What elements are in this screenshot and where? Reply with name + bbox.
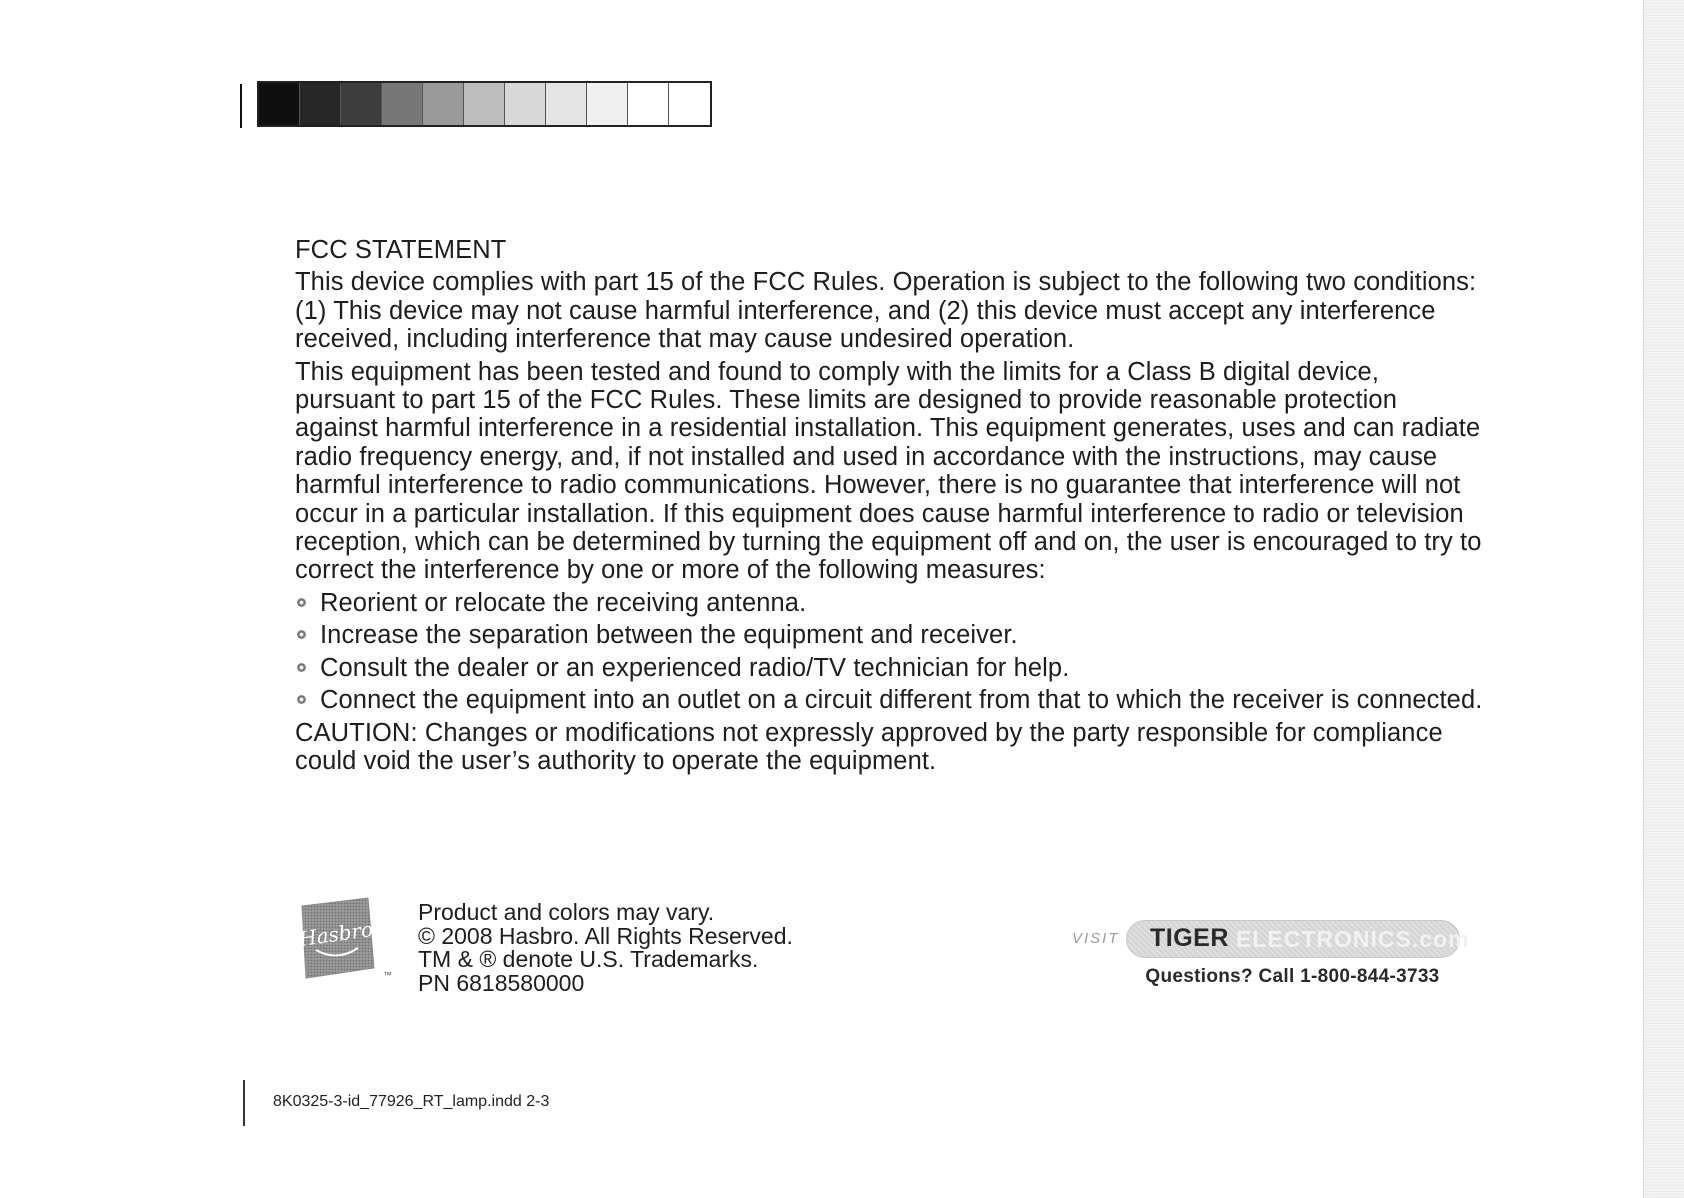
visit-label: VISIT (1072, 930, 1120, 947)
gray-swatch-2 (300, 83, 341, 125)
bullet-icon (297, 598, 306, 607)
gray-swatch-7 (505, 83, 546, 125)
gray-swatch-8 (546, 83, 587, 125)
file-slug: 8K0325-3-id_77926_RT_lamp.indd 2-3 (273, 1093, 550, 1110)
measure-text: Consult the dealer or an experienced radio/TV technician for help. (320, 653, 1070, 682)
list-item (295, 621, 1485, 649)
registration-mark (240, 84, 242, 128)
support-phone: Questions? Call 1-800-844-3733 (1145, 966, 1440, 987)
legal-line-1: Product and colors may vary. (418, 899, 715, 925)
legal-notice (418, 901, 793, 995)
list-item (295, 589, 1485, 617)
measures-list (295, 589, 1485, 715)
gray-swatch-9 (587, 83, 628, 125)
bullet-icon (297, 663, 306, 672)
measure-text: Reorient or relocate the receiving antenna. (320, 588, 807, 617)
caution-text: CAUTION: Changes or modifications not expressly approved by the party responsible for compliance could void the user’s authority to operate the equipment. (295, 718, 1443, 775)
tiger-domain: ELECTRONICS.com (1236, 926, 1470, 952)
fcc-title: FCC STATEMENT (295, 236, 507, 264)
measure-text: Increase the separation between the equipment and receiver. (320, 621, 1018, 650)
bullet-icon (297, 630, 306, 639)
fcc-paragraph-1: This device complies with part 15 of the FCC Rules. Operation is subject to the following two conditions: (1) This device may not cause harmful interference, and (2) this device must accept any interference received, including interference that may cause undesired operation. (295, 268, 1477, 354)
legal-line-3: TM & ® denote U.S. Trademarks. (418, 946, 759, 972)
grayscale-color-bar (257, 81, 712, 127)
list-item (295, 654, 1485, 682)
gray-swatch-6 (464, 83, 505, 125)
list-item (295, 686, 1485, 714)
gray-swatch-11 (669, 83, 710, 125)
gray-swatch-3 (341, 83, 382, 125)
slug-mark (243, 1080, 245, 1126)
gray-swatch-4 (382, 83, 423, 125)
hasbro-logo-text: Hasbro (298, 917, 375, 952)
legal-line-4: PN 6818580000 (418, 969, 585, 996)
measure-text: Connect the equipment into an outlet on a circuit different from that to which the receiver is connected. (320, 686, 1483, 715)
trademark-mark: ™ (383, 970, 392, 980)
gray-swatch-5 (423, 83, 464, 125)
fcc-paragraph-2: This equipment has been tested and found to comply with the limits for a Class B digital device, pursuant to part 15 of the FCC Rules. These limits are designed to provide reasonable protection against harmful interference in a residential installation. This equipment generates, uses and can radiate radio frequency energy, and, if not installed and used in accordance with the instructions, may cause harmful interference to radio communications. However, there is no guarantee that interference will not occur in a particular installation. If this equipment does cause harmful interference to radio or television reception, which can be determined by turning the equipment off and on, the user is encouraged to try to correct the interference by one or more of the following measures: (295, 357, 1482, 585)
gray-swatch-10 (628, 83, 669, 125)
gray-swatch-1 (259, 83, 300, 125)
hasbro-logo-icon (298, 896, 376, 980)
page-edge (1643, 0, 1684, 1198)
tiger-brand: TIGER (1150, 924, 1229, 952)
fcc-statement (295, 236, 1485, 775)
bullet-icon (297, 695, 306, 704)
legal-line-2: © 2008 Hasbro. All Rights Reserved. (418, 922, 793, 949)
